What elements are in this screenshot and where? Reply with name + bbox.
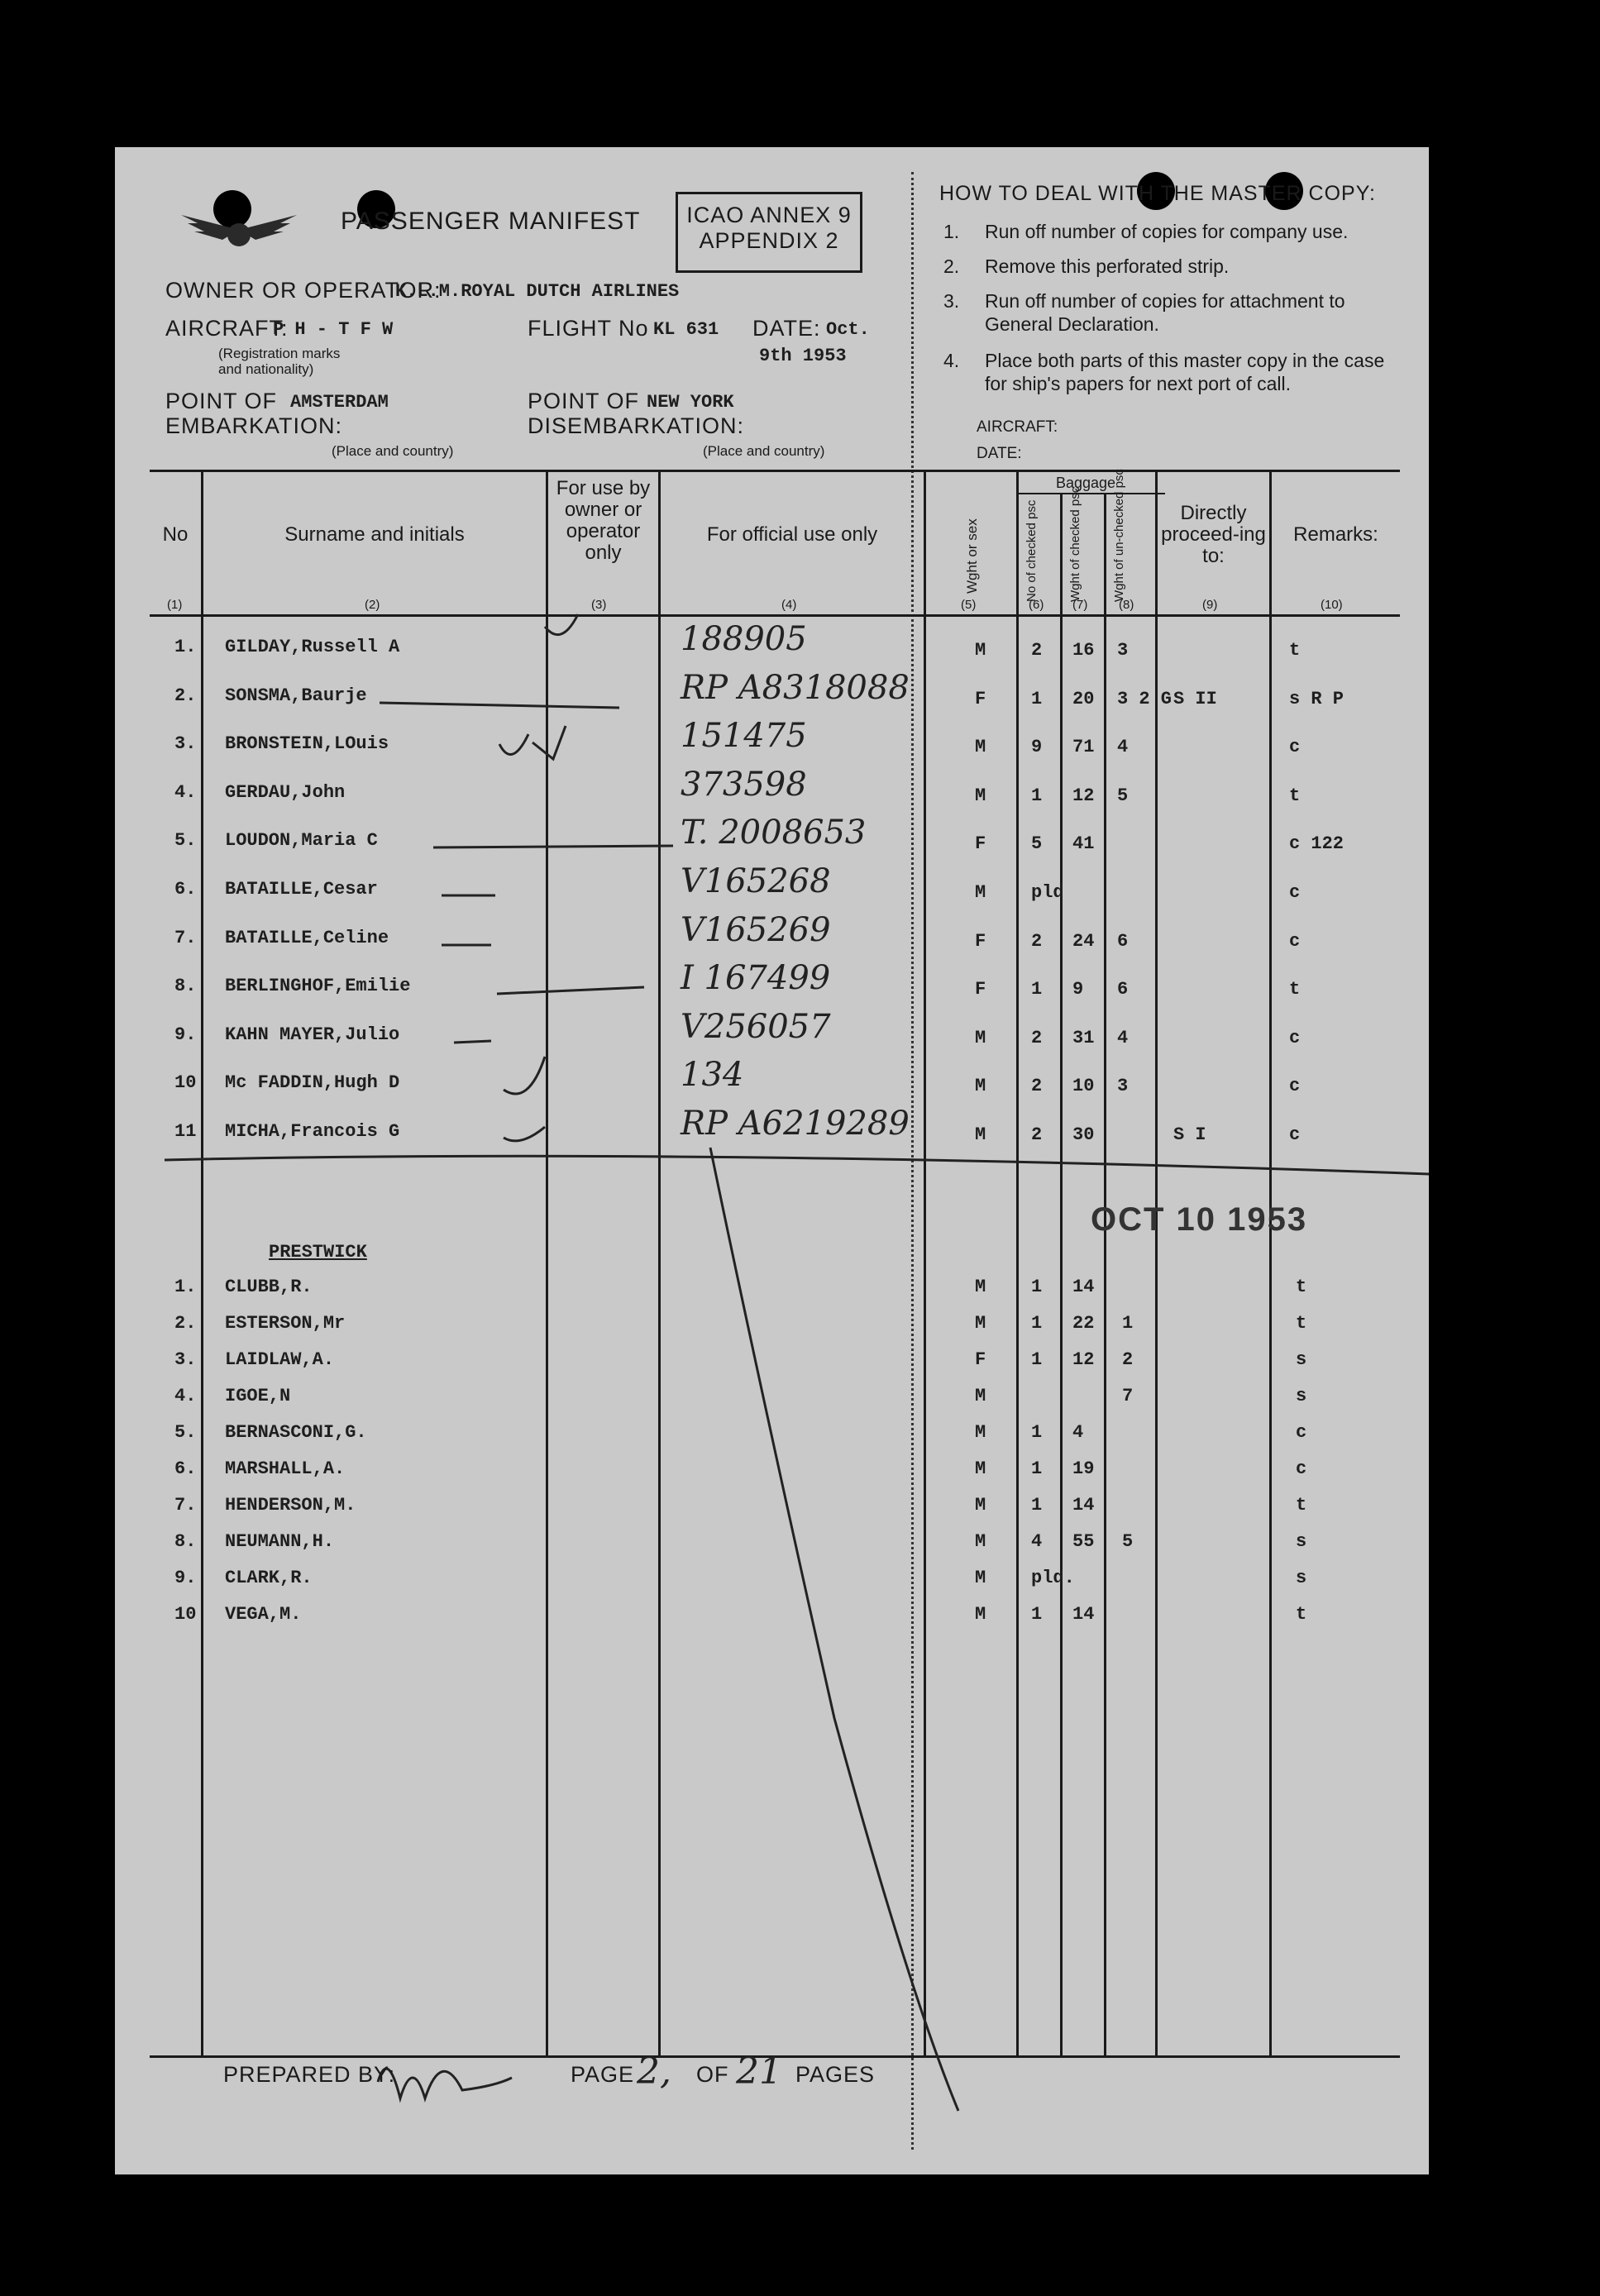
page-value: 2, bbox=[637, 2050, 671, 2093]
passenger-name: KAHN MAYER,Julio bbox=[225, 1024, 400, 1045]
passenger-sex: M bbox=[975, 1531, 986, 1552]
col-weight-header: Wght or sex bbox=[964, 518, 980, 594]
disembark-note: (Place and country) bbox=[703, 443, 825, 459]
checked-weight: 4 bbox=[1072, 1422, 1084, 1443]
official-number: V165268 bbox=[681, 862, 831, 900]
col-number: (3) bbox=[591, 598, 607, 612]
row-number: 6. bbox=[174, 1458, 197, 1479]
checked-pcs: 9 bbox=[1031, 737, 1043, 758]
checked-pcs: 1 bbox=[1031, 979, 1043, 1000]
date-value-2: 9th 1953 bbox=[759, 346, 847, 366]
checked-weight: 12 bbox=[1072, 785, 1095, 806]
passenger-name: MICHA,Francois G bbox=[225, 1121, 400, 1142]
col-number: (7) bbox=[1072, 598, 1088, 612]
col-number: (5) bbox=[961, 598, 977, 612]
remark: c bbox=[1289, 737, 1301, 758]
owner-value: K.L.M.ROYAL DUTCH AIRLINES bbox=[395, 281, 680, 302]
instruction-item: 2. Remove this perforated strip. bbox=[943, 255, 1230, 277]
date-label: DATE: bbox=[752, 316, 821, 341]
passenger-sex: F bbox=[975, 688, 986, 709]
col-no-header: No bbox=[162, 523, 189, 546]
passenger-name: BATAILLE,Cesar bbox=[225, 879, 378, 900]
col-official-header: For official use only bbox=[706, 523, 878, 546]
instruction-item: 4. Place both parts of this master copy in the case for ship's papers for next port of call. bbox=[943, 350, 1385, 394]
official-number: 188905 bbox=[681, 620, 807, 658]
passenger-sex: M bbox=[975, 1458, 986, 1479]
pages-label: PAGES bbox=[795, 2062, 876, 2087]
col-owner-header: For use by owner or operator only bbox=[556, 477, 651, 564]
remark: c bbox=[1296, 1422, 1307, 1443]
checked-weight: 30 bbox=[1072, 1124, 1095, 1145]
unchecked-weight: 2 bbox=[1122, 1349, 1134, 1370]
checked-pcs: 1 bbox=[1031, 1313, 1043, 1334]
passenger-name: CLARK,R. bbox=[225, 1568, 313, 1588]
embark-label-1: POINT OF bbox=[165, 389, 278, 413]
passenger-sex: M bbox=[975, 737, 986, 758]
checked-pcs: 2 bbox=[1031, 640, 1043, 661]
remark: s R P bbox=[1289, 688, 1344, 709]
row-number: 11 bbox=[174, 1121, 197, 1142]
unchecked-weight: 6 bbox=[1117, 979, 1129, 1000]
checked-pcs: 1 bbox=[1031, 1349, 1043, 1370]
passenger-name: BERNASCONI,G. bbox=[225, 1422, 367, 1443]
checked-pcs: 1 bbox=[1031, 1422, 1043, 1443]
remark: c bbox=[1289, 1076, 1301, 1097]
row-number: 9. bbox=[174, 1568, 197, 1588]
embark-note: (Place and country) bbox=[332, 443, 454, 459]
instruction-item: 1. Run off number of copies for company use. bbox=[943, 221, 1349, 242]
destination: S I bbox=[1173, 1124, 1206, 1145]
unchecked-weight: 6 bbox=[1117, 930, 1129, 952]
disembark-label-1: POINT OF bbox=[528, 389, 640, 413]
col-number: (1) bbox=[167, 598, 183, 612]
icao-line-2: APPENDIX 2 bbox=[699, 228, 839, 253]
passenger-name: BERLINGHOF,Emilie bbox=[225, 976, 411, 997]
passenger-name: LOUDON,Maria C bbox=[225, 830, 378, 852]
date-value-1: Oct. bbox=[826, 319, 870, 340]
checked-pcs: 4 bbox=[1031, 1531, 1043, 1552]
owner-label: OWNER OR OPERATOR: bbox=[165, 278, 442, 303]
manifest-sheet bbox=[115, 147, 1429, 2174]
unchecked-weight: 1 bbox=[1122, 1313, 1134, 1334]
row-number: 1. bbox=[174, 637, 197, 657]
passenger-name: VEGA,M. bbox=[225, 1604, 302, 1625]
instr-date-label: DATE: bbox=[977, 445, 1022, 462]
unchecked-weight: 3 2 G bbox=[1117, 688, 1173, 709]
passenger-name: MARSHALL,A. bbox=[225, 1458, 346, 1479]
prepared-by-label: PREPARED BY: bbox=[223, 2062, 396, 2087]
official-number: T. 2008653 bbox=[681, 814, 867, 852]
prestwick-heading: PRESTWICK bbox=[269, 1242, 367, 1263]
passenger-name: BATAILLE,Celine bbox=[225, 927, 389, 948]
col-checked-wght-header: Wght of checked psc bbox=[1068, 486, 1082, 602]
unchecked-weight: 5 bbox=[1122, 1531, 1134, 1552]
unchecked-weight: 3 bbox=[1117, 640, 1129, 661]
instr-aircraft-label: AIRCRAFT: bbox=[977, 418, 1058, 436]
col-remarks-header: Remarks: bbox=[1293, 523, 1378, 546]
row-number: 3. bbox=[174, 1349, 197, 1370]
passenger-name: LAIDLAW,A. bbox=[225, 1349, 335, 1370]
passenger-name: ESTERSON,Mr bbox=[225, 1313, 346, 1334]
col-number: (10) bbox=[1321, 598, 1343, 612]
remark: t bbox=[1296, 1277, 1307, 1297]
of-label: OF bbox=[696, 2062, 729, 2087]
row-number: 1. bbox=[174, 1277, 197, 1297]
remark: s bbox=[1296, 1568, 1307, 1588]
of-value: 21 bbox=[736, 2050, 782, 2093]
row-number: 6. bbox=[174, 879, 197, 900]
checked-pcs: 1 bbox=[1031, 1604, 1043, 1625]
checked-pcs: 1 bbox=[1031, 785, 1043, 806]
row-number: 5. bbox=[174, 1422, 197, 1443]
passenger-sex: M bbox=[975, 1422, 986, 1443]
row-number: 10 bbox=[174, 1072, 197, 1094]
col-number: (4) bbox=[781, 598, 797, 612]
remark: s bbox=[1296, 1386, 1307, 1406]
col-number: (6) bbox=[1029, 598, 1044, 612]
row-number: 2. bbox=[174, 685, 197, 706]
checked-weight: 10 bbox=[1072, 1076, 1095, 1097]
checked-weight: 20 bbox=[1072, 688, 1095, 709]
checked-pcs: 2 bbox=[1031, 1027, 1043, 1048]
checked-weight: 55 bbox=[1072, 1531, 1095, 1552]
flight-label: FLIGHT No bbox=[528, 316, 649, 341]
baggage-header: Baggage bbox=[1055, 475, 1116, 491]
passenger-name: BRONSTEIN,LOuis bbox=[225, 733, 389, 755]
passenger-sex: M bbox=[975, 785, 986, 806]
col-checked-pcs-header: No of checked psc bbox=[1024, 499, 1039, 602]
form-title: PASSENGER MANIFEST bbox=[341, 208, 641, 235]
aircraft-note-2: and nationality) bbox=[218, 361, 314, 377]
remark: t bbox=[1296, 1604, 1307, 1625]
remark: t bbox=[1289, 979, 1301, 1000]
official-number: RP A6219289 bbox=[681, 1105, 910, 1143]
aircraft-label: AIRCRAFT: bbox=[165, 316, 289, 341]
embark-value: AMSTERDAM bbox=[290, 392, 389, 413]
official-number: 151475 bbox=[681, 717, 807, 756]
official-number: I 167499 bbox=[681, 959, 831, 998]
row-number: 8. bbox=[174, 1531, 197, 1552]
checked-weight: 22 bbox=[1072, 1313, 1095, 1334]
unchecked-weight: 7 bbox=[1122, 1386, 1134, 1406]
col-unchecked-wght-header: Wght of un-checked psc bbox=[1112, 469, 1126, 602]
checked-pcs: 5 bbox=[1031, 833, 1043, 855]
remark: c bbox=[1289, 930, 1301, 952]
checked-weight: 16 bbox=[1072, 640, 1095, 661]
col-directly-header: Directly proceed-ing to: bbox=[1161, 502, 1266, 567]
disembark-label-2: DISEMBARKATION: bbox=[528, 413, 745, 438]
unchecked-weight: 3 bbox=[1117, 1076, 1129, 1097]
checked-pcs: 1 bbox=[1031, 1458, 1043, 1479]
official-number: RP A8318088 bbox=[681, 668, 910, 707]
remark: t bbox=[1296, 1495, 1307, 1516]
row-number: 7. bbox=[174, 1495, 197, 1516]
date-stamp: OCT 10 1953 bbox=[1091, 1201, 1308, 1238]
official-number: V165269 bbox=[681, 910, 831, 949]
instruction-item: 3. Run off number of copies for attachment to General Declaration. bbox=[943, 290, 1345, 335]
row-number: 8. bbox=[174, 976, 197, 997]
official-number: 373598 bbox=[681, 765, 807, 804]
passenger-sex: F bbox=[975, 833, 986, 855]
remark: c bbox=[1296, 1458, 1307, 1479]
passenger-sex: M bbox=[975, 1313, 986, 1334]
passenger-sex: M bbox=[975, 1076, 986, 1097]
row-number: 4. bbox=[174, 1386, 197, 1406]
checked-pcs: pld bbox=[1031, 882, 1064, 903]
checked-pcs: 1 bbox=[1031, 688, 1043, 709]
passenger-sex: M bbox=[975, 640, 986, 661]
checked-weight: 71 bbox=[1072, 737, 1095, 758]
remark: t bbox=[1289, 640, 1301, 661]
passenger-name: IGOE,N bbox=[225, 1386, 291, 1406]
passenger-sex: M bbox=[975, 1277, 986, 1297]
icao-line-1: ICAO ANNEX 9 bbox=[686, 203, 852, 227]
flight-value: KL 631 bbox=[653, 319, 719, 340]
checked-weight: 12 bbox=[1072, 1349, 1095, 1370]
remark: t bbox=[1289, 785, 1301, 806]
col-number: (8) bbox=[1119, 598, 1134, 612]
passenger-sex: M bbox=[975, 1495, 986, 1516]
official-number: V256057 bbox=[681, 1007, 831, 1046]
remark: t bbox=[1296, 1313, 1307, 1334]
passenger-sex: M bbox=[975, 882, 986, 903]
checked-weight: 24 bbox=[1072, 930, 1095, 952]
checked-pcs: 2 bbox=[1031, 1076, 1043, 1097]
unchecked-weight: 5 bbox=[1117, 785, 1129, 806]
passenger-name: GERDAU,John bbox=[225, 781, 346, 803]
instructions-title: HOW TO DEAL WITH THE MASTER COPY: bbox=[939, 182, 1376, 205]
passenger-name: Mc FADDIN,Hugh D bbox=[225, 1072, 400, 1094]
passenger-name: GILDAY,Russell A bbox=[225, 637, 400, 657]
remark: c bbox=[1289, 1124, 1301, 1145]
passenger-sex: F bbox=[975, 1349, 986, 1370]
remark: s bbox=[1296, 1349, 1307, 1370]
passenger-sex: M bbox=[975, 1568, 986, 1588]
destination: S II bbox=[1173, 688, 1217, 709]
passenger-sex: M bbox=[975, 1027, 986, 1048]
remark: c bbox=[1289, 882, 1301, 903]
col-number: (2) bbox=[365, 598, 380, 612]
checked-pcs: 1 bbox=[1031, 1277, 1043, 1297]
remark: c bbox=[1289, 1027, 1301, 1048]
checked-pcs: 2 bbox=[1031, 1124, 1043, 1145]
checked-weight: 31 bbox=[1072, 1027, 1095, 1048]
remark: c 122 bbox=[1289, 833, 1344, 855]
page-label: PAGE bbox=[571, 2062, 635, 2087]
col-number: (9) bbox=[1202, 598, 1218, 612]
unchecked-weight: 4 bbox=[1117, 737, 1129, 758]
disembark-value: NEW YORK bbox=[647, 392, 734, 413]
handwritten-marks bbox=[115, 147, 1429, 2174]
official-number: 134 bbox=[681, 1056, 744, 1095]
checked-pcs: 2 bbox=[1031, 930, 1043, 952]
checked-weight: 19 bbox=[1072, 1458, 1095, 1479]
checked-weight: 9 bbox=[1072, 979, 1084, 1000]
checked-weight: 14 bbox=[1072, 1277, 1095, 1297]
row-number: 3. bbox=[174, 733, 197, 755]
col-surname-header: Surname and initials bbox=[284, 523, 465, 546]
aircraft-value: P H - T F W bbox=[273, 319, 394, 340]
row-number: 2. bbox=[174, 1313, 197, 1334]
aircraft-note-1: (Registration marks bbox=[218, 346, 341, 361]
passenger-name: CLUBB,R. bbox=[225, 1277, 313, 1297]
checked-weight: 14 bbox=[1072, 1495, 1095, 1516]
unchecked-weight: 4 bbox=[1117, 1027, 1129, 1048]
checked-pcs: pld. bbox=[1031, 1568, 1075, 1588]
passenger-name: SONSMA,Baurje bbox=[225, 685, 367, 706]
passenger-sex: M bbox=[975, 1386, 986, 1406]
checked-weight: 14 bbox=[1072, 1604, 1095, 1625]
passenger-name: NEUMANN,H. bbox=[225, 1531, 335, 1552]
passenger-sex: F bbox=[975, 979, 986, 1000]
row-number: 4. bbox=[174, 781, 197, 803]
remark: s bbox=[1296, 1531, 1307, 1552]
row-number: 5. bbox=[174, 830, 197, 852]
checked-weight: 41 bbox=[1072, 833, 1095, 855]
row-number: 9. bbox=[174, 1024, 197, 1045]
checked-pcs: 1 bbox=[1031, 1495, 1043, 1516]
row-number: 10 bbox=[174, 1604, 197, 1625]
embark-label-2: EMBARKATION: bbox=[165, 413, 343, 438]
passenger-sex: M bbox=[975, 1604, 986, 1625]
passenger-sex: M bbox=[975, 1124, 986, 1145]
passenger-sex: F bbox=[975, 930, 986, 952]
row-number: 7. bbox=[174, 927, 197, 948]
passenger-name: HENDERSON,M. bbox=[225, 1495, 356, 1516]
